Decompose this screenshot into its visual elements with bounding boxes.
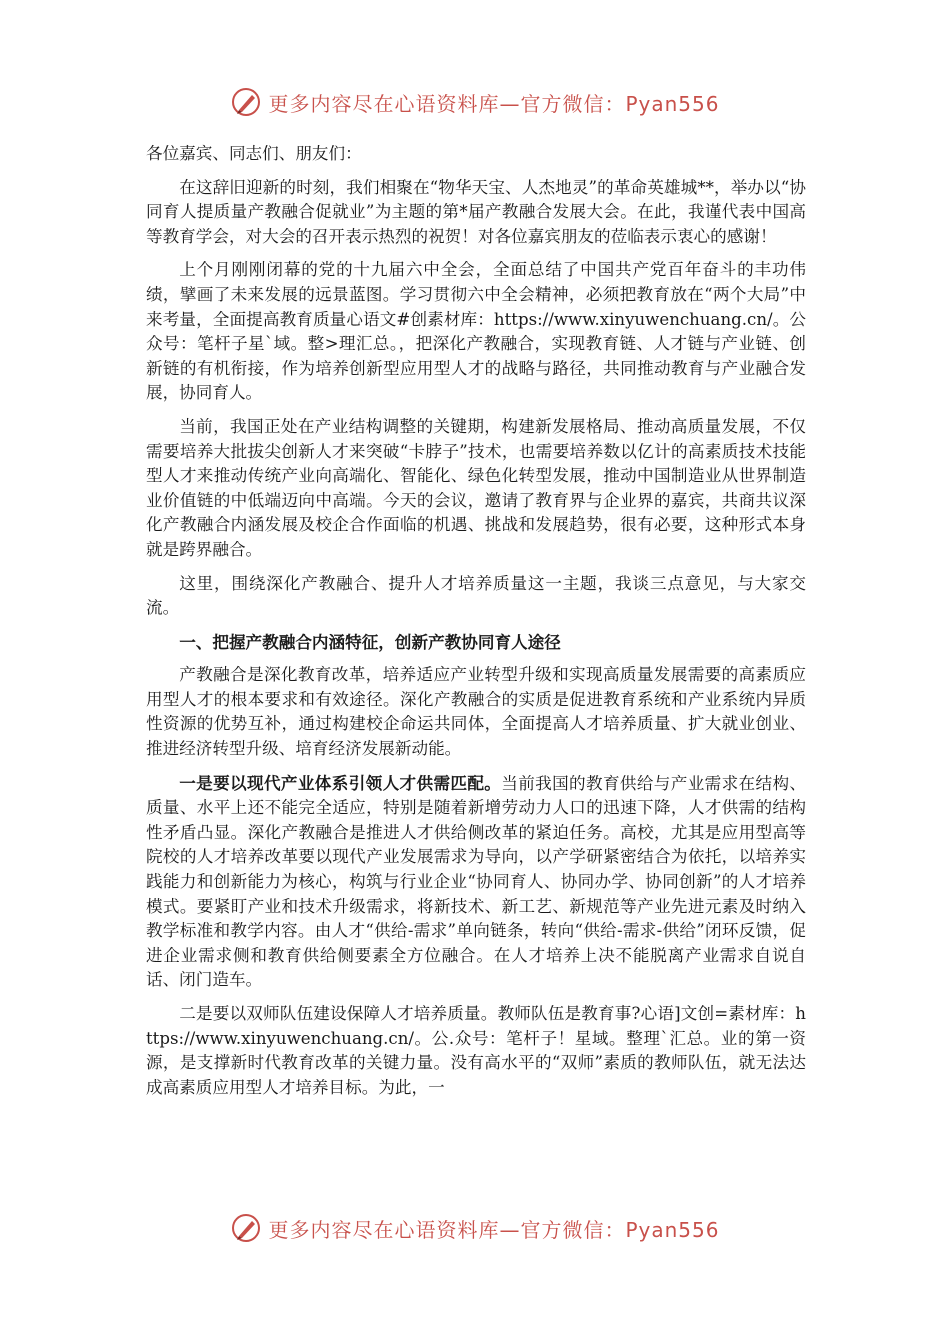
section-heading: 一、把握产教融合内涵特征，创新产教协同育人途径 — [179, 631, 561, 652]
paragraph: 上个月刚刚闭幕的党的十九届六中全会，全面总结了中国共产党百年奋斗的丰功伟绩，擘画了未来发展的远景蓝图。学习贯彻六中全会精神，必须把教育放在“两个大局”中来考量，全面提高教育质量心语文#创素材库：https://www.xinyuwenchuang.cn/。公众号：笔杆子星`域。整>理汇总。，把深化产教融合，实现教育链、人才链与产业链、创新链的有机衔接，作为培养创新型应用型人才的战略与路径，共同推动教育与产业融合发展，协同育人。 — [146, 260, 806, 403]
point-body: 当前我国的教育供给与产业需求在结构、质量、水平上还不能完全适应，特别是随着新增劳动力人口的迅速下降，人才供需的结构性矛盾凸显。深化产教融合是推进人才供给侧改革的紧迫任务。高校，尤其是应用型高等院校的人才培养改革要以现代产业发展需求为导向，以产学研紧密结合为依托，以培养实践能力和创新能力为核心，构筑与行业企业“协同育人、协同办学、协同创新”的人才培养模式。要紧盯产业和技术升级需求，将新技术、新工艺、新规范等产业先进元素及时纳入教学标准和教学内容。由人才“供给-需求”单向链条，转向“供给-需求-供给”闭环反馈，促进企业需求侧和教育供给侧要素全方位融合。在人才培养上决不能脱离产业需求自说自话、闭门造车。 — [146, 773, 807, 990]
paragraph: 二是要以双师队伍建设保障人才培养质量。教师队伍是教育事?心语]文创=素材库：https://www.xinyuwenchuang.cn/。公.众号：笔杆子！星域。整理`汇总。业的第一资源，是支撑新时代教育改革的关键力量。没有高水平的“双师”素质的教师队伍，就无法达成高素质应用型人才培养目标。为此，一 — [146, 1004, 806, 1097]
pen-logo-icon — [230, 86, 262, 118]
paragraph: 在这辞旧迎新的时刻，我们相聚在“物华天宝、人杰地灵”的革命英雄城**，举办以“协同育人提质量产教融合促就业”为主题的第*届产教融合发展大会。在此，我谨代表中国高等教育学会，对大会的召开表示热烈的祝贺！对各位嘉宾朋友的莅临表示衷心的感谢！ — [146, 177, 806, 246]
footer-banner — [0, 1208, 950, 1248]
point-lead: 一是要以现代产业体系引领人才供需匹配。 — [179, 772, 502, 793]
paragraph: 这里，围绕深化产教融合、提升人才培养质量这一主题，我谈三点意见，与大家交流。 — [146, 573, 806, 618]
salutation: 各位嘉宾、同志们、朋友们： — [146, 144, 362, 163]
pen-logo-icon — [230, 1212, 262, 1244]
document-body — [146, 142, 806, 1109]
banner-text: 更多内容尽在心语资料库—官方微信：Pyan556 — [268, 1217, 720, 1242]
paragraph — [146, 771, 806, 993]
paragraph: 当前，我国正处在产业结构调整的关键期，构建新发展格局、推动高质量发展，不仅需要培养大批拔尖创新人才来突破“卡脖子”技术，也需要培养数以亿计的高素质技术技能型人才来推动传统产业向高端化、智能化、绿色化转型发展，推动中国制造业从世界制造业价值链的中低端迈向中高端。今天的会议，邀请了教育界与企业界的嘉宾，共商共议深化产教融合内涵发展及校企合作面临的机遇、挑战和发展趋势，很有必要，这种形式本身就是跨界融合。 — [146, 416, 806, 559]
banner-text: 更多内容尽在心语资料库—官方微信：Pyan556 — [268, 91, 720, 116]
paragraph: 产教融合是深化教育改革，培养适应产业转型升级和实现高质量发展需要的高素质应用型人才的根本要求和有效途径。深化产教融合的实质是促进教育系统和产业系统内异质性资源的优势互补，通过构建校企命运共同体，全面提高人才培养质量、扩大就业创业、推进经济转型升级、培育经济发展新动能。 — [146, 665, 806, 759]
header-banner — [0, 82, 950, 122]
